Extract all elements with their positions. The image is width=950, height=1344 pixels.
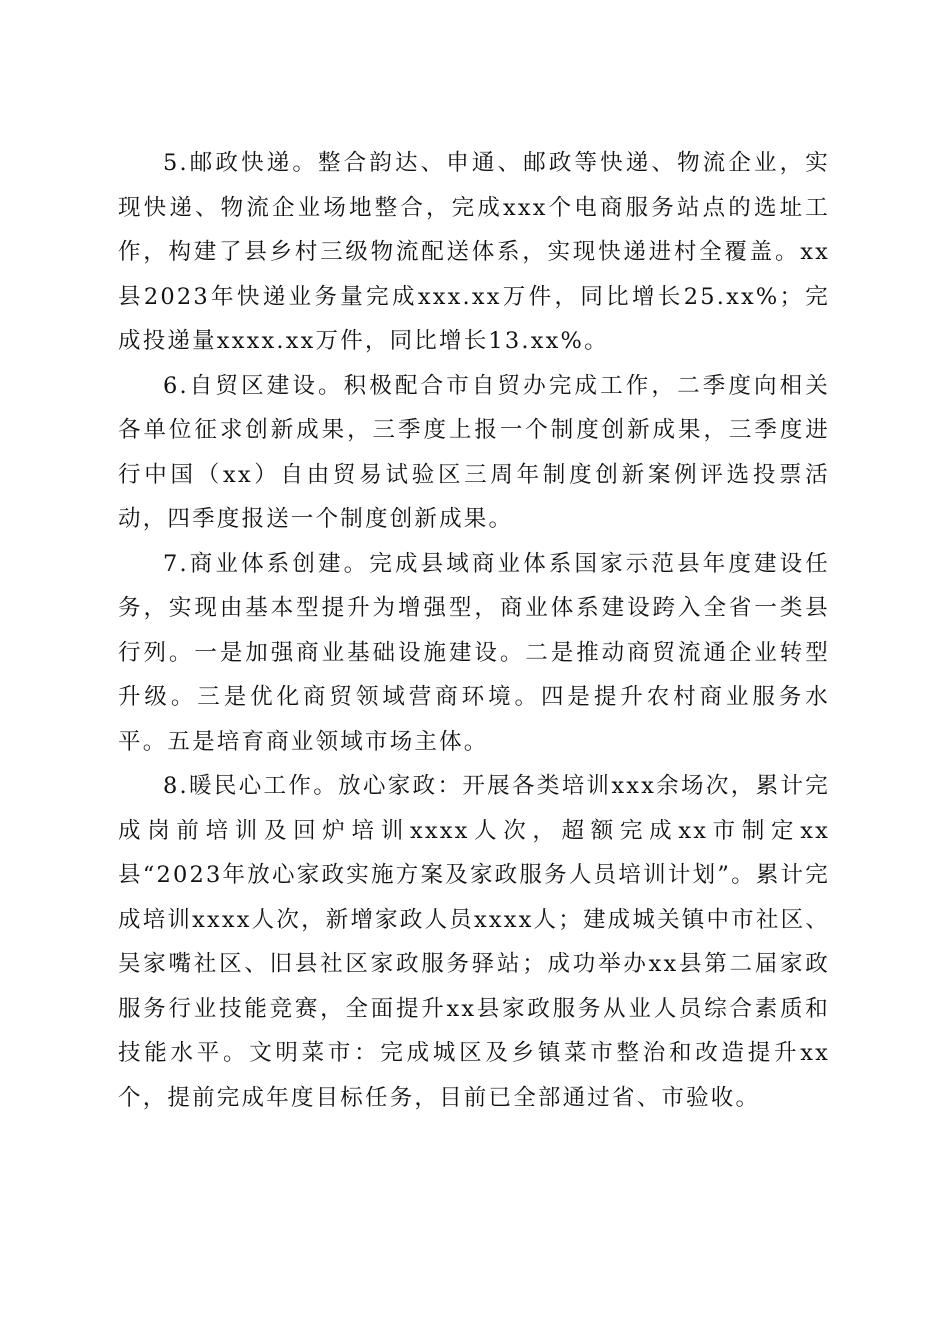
- paragraph-free-trade-zone: 6.自贸区建设。积极配合市自贸办完成工作，二季度向相关各单位征求创新成果，三季度上报一个制度创新成果，三季度进行中国（xx）自由贸易试验区三周年制度创新案例评选投票活动，四季度报送一个制度创新成果。: [118, 372, 830, 532]
- paragraph-commerce-system: 7.商业体系创建。完成县域商业体系国家示范县年度建设任务，实现由基本型提升为增强型，商业体系建设跨入全省一类县行列。一是加强商业基础设施建设。二是推动商贸流通企业转型升级。三是优化商贸领域营商环境。四是提升农村商业服务水平。五是培育商业领域市场主体。: [118, 550, 830, 755]
- paragraph-people-livelihood: 8.暖民心工作。放心家政：开展各类培训xxx余场次，累计完成岗前培训及回炉培训xxxx人次，超额完成xx市制定xx县“2023年放心家政实施方案及家政服务人员培训计划”。累计完成培训xxxx人次，新增家政人员xxxx人；建成城关镇中市社区、吴家嘴社区、旧县社区家政服务驿站；成功举办xx县第二届家政服务行业技能竞赛，全面提升xx县家政服务从业人员综合素质和技能水平。文明菜市：完成城区及乡镇菜市整治和改造提升xx个，提前完成年度目标任务，目前已全部通过省、市验收。: [118, 773, 830, 1111]
- document-body: [118, 141, 830, 1120]
- paragraph-postal-express: 5.邮政快递。整合韵达、申通、邮政等快递、物流企业，实现快递、物流企业场地整合，完成xxx个电商服务站点的选址工作，构建了县乡村三级物流配送体系，实现快递进村全覆盖。xx县2023年快递业务量完成xxx.xx万件，同比增长25.xx%；完成投递量xxxx.xx万件，同比增长13.xx%。: [118, 150, 830, 354]
